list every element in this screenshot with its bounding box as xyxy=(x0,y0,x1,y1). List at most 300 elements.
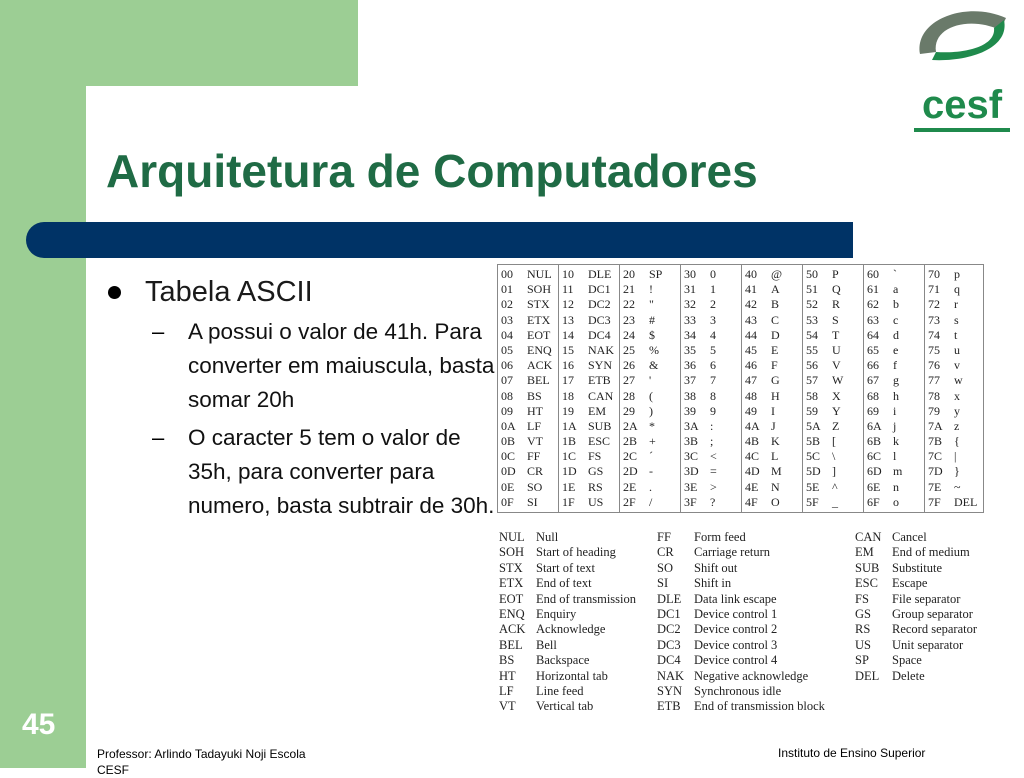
ascii-entry xyxy=(684,404,738,419)
ascii-char: DC1 xyxy=(588,282,611,297)
ascii-hex: 36 xyxy=(684,358,696,373)
legend-entry xyxy=(657,699,825,714)
ascii-hex: 5B xyxy=(806,434,821,449)
ascii-entry xyxy=(745,267,799,282)
ascii-hex: 12 xyxy=(562,297,574,312)
ascii-char: NUL xyxy=(527,267,552,281)
ascii-hex: 34 xyxy=(684,327,696,342)
ascii-hex: 30 xyxy=(684,267,696,281)
ascii-entry xyxy=(562,480,616,495)
legend-meaning: Shift out xyxy=(694,560,738,575)
legend-entry xyxy=(855,622,977,637)
legend-abbrev: US xyxy=(855,637,871,652)
ascii-hex: 09 xyxy=(501,403,513,418)
ascii-hex: 4F xyxy=(745,494,758,509)
ascii-hex: 06 xyxy=(501,358,513,373)
ascii-hex: 4C xyxy=(745,449,760,464)
ascii-char: ! xyxy=(649,282,653,297)
ascii-char: @ xyxy=(771,267,783,281)
ascii-char: ) xyxy=(649,403,653,418)
ascii-char: c xyxy=(893,312,899,327)
legend-abbrev: SO xyxy=(657,560,673,575)
ascii-entry xyxy=(501,449,555,464)
legend-abbrev: ESC xyxy=(855,576,878,591)
ascii-entry xyxy=(745,480,799,495)
legend-abbrev: SOH xyxy=(499,545,525,560)
ascii-char: } xyxy=(954,464,960,479)
ascii-char: STX xyxy=(527,297,550,312)
ascii-hex: 45 xyxy=(745,342,757,357)
ascii-char: L xyxy=(771,449,779,464)
ascii-hex: 57 xyxy=(806,373,818,388)
ascii-entry xyxy=(867,297,921,312)
ascii-char: k xyxy=(893,434,899,449)
ascii-hex: 15 xyxy=(562,342,574,357)
ascii-char: # xyxy=(649,312,655,327)
ascii-entry xyxy=(928,419,980,434)
ascii-hex: 6E xyxy=(867,479,881,494)
legend-meaning: Negative acknowledge xyxy=(694,668,809,683)
ascii-char: ACK xyxy=(527,358,553,373)
ascii-entry xyxy=(501,297,555,312)
ascii-hex: 71 xyxy=(928,282,940,297)
legend-meaning: Start of heading xyxy=(536,545,616,560)
ascii-char: SOH xyxy=(527,282,552,297)
ascii-entry xyxy=(501,434,555,449)
legend-abbrev: BEL xyxy=(499,637,523,652)
ascii-char: s xyxy=(954,312,959,327)
ascii-hex: 62 xyxy=(867,297,879,312)
ascii-hex: 04 xyxy=(501,327,513,342)
ascii-entry xyxy=(928,297,980,312)
ascii-hex: 2D xyxy=(623,464,638,479)
ascii-entry xyxy=(806,373,860,388)
svg-text:cesf: cesf xyxy=(921,83,1003,127)
ascii-char: LF xyxy=(527,418,542,433)
legend-abbrev: NAK xyxy=(657,668,685,683)
legend-abbrev: STX xyxy=(499,560,523,575)
ascii-char: p xyxy=(954,267,960,281)
ascii-entry xyxy=(501,404,555,419)
ascii-hex: 2A xyxy=(623,418,638,433)
ascii-hex: 23 xyxy=(623,312,635,327)
ascii-char: T xyxy=(832,327,840,342)
ascii-hex: 51 xyxy=(806,282,818,297)
ascii-char: VT xyxy=(527,434,543,449)
legend-meaning: Line feed xyxy=(536,683,584,698)
ascii-hex: 38 xyxy=(684,388,696,403)
ascii-char: a xyxy=(893,282,899,297)
ascii-entry xyxy=(806,480,860,495)
ascii-hex: 46 xyxy=(745,358,757,373)
ascii-char: 9 xyxy=(710,403,716,418)
ascii-hex: 5D xyxy=(806,464,821,479)
ascii-entry xyxy=(623,328,677,343)
ascii-entry xyxy=(562,419,616,434)
ascii-char: I xyxy=(771,403,775,418)
ascii-char: 5 xyxy=(710,342,716,357)
legend-entry xyxy=(855,638,977,653)
ascii-char: o xyxy=(893,494,899,509)
bullet-dot-icon xyxy=(108,286,121,299)
ascii-hex: 0D xyxy=(501,464,516,479)
legend-meaning: Data link escape xyxy=(694,591,777,606)
legend-entry xyxy=(499,653,636,668)
ascii-column xyxy=(559,265,620,513)
ascii-hex: 64 xyxy=(867,327,879,342)
legend-meaning: End of transmission xyxy=(536,591,636,606)
ascii-entry xyxy=(684,267,738,282)
footer-author: Professor: Arlindo Tadayuki Noji Escola CESF xyxy=(97,747,306,777)
ascii-hex: 0F xyxy=(501,494,514,509)
ascii-entry xyxy=(745,464,799,479)
legend-meaning: Group separator xyxy=(892,606,973,621)
ascii-char: v xyxy=(954,358,960,373)
ascii-entry xyxy=(562,343,616,358)
ascii-char: n xyxy=(893,479,899,494)
legend-meaning: Record separator xyxy=(892,622,978,637)
legend-abbrev: DEL xyxy=(855,668,880,683)
ascii-char: Y xyxy=(832,403,841,418)
ascii-char: b xyxy=(893,297,899,312)
ascii-char: ENQ xyxy=(527,342,552,357)
ascii-char: h xyxy=(893,388,899,403)
ascii-hex: 0C xyxy=(501,449,516,464)
ascii-entry xyxy=(684,313,738,328)
ascii-entry xyxy=(745,282,799,297)
ascii-entry xyxy=(562,328,616,343)
ascii-entry xyxy=(928,389,980,404)
ascii-column xyxy=(803,265,864,513)
ascii-hex: 69 xyxy=(867,403,879,418)
ascii-char: SUB xyxy=(588,418,612,433)
ascii-char: DC4 xyxy=(588,327,611,342)
legend-abbrev: CAN xyxy=(855,530,882,544)
ascii-column xyxy=(498,265,559,513)
legend-abbrev: CR xyxy=(657,545,674,560)
ascii-char: SI xyxy=(527,494,538,509)
ascii-hex: 08 xyxy=(501,388,513,403)
ascii-char: % xyxy=(649,342,659,357)
dash-icon: – xyxy=(152,319,165,344)
legend-abbrev: HT xyxy=(499,668,516,683)
ascii-hex: 1A xyxy=(562,418,577,433)
legend-abbrev: ETX xyxy=(499,576,524,591)
legend-meaning: Backspace xyxy=(536,653,590,668)
legend-meaning: Vertical tab xyxy=(536,699,594,714)
ascii-hex: 6A xyxy=(867,418,882,433)
ascii-entry xyxy=(684,297,738,312)
ascii-char: O xyxy=(771,494,780,509)
ascii-char: SO xyxy=(527,479,543,494)
ascii-hex: 3C xyxy=(684,449,699,464)
slide-title: Arquitetura de Computadores xyxy=(106,145,758,197)
ascii-hex: 1D xyxy=(562,464,577,479)
legend-abbrev: SUB xyxy=(855,560,880,575)
legend-entry xyxy=(657,638,825,653)
legend-meaning: Delete xyxy=(892,668,925,683)
ascii-char: 8 xyxy=(710,388,716,403)
legend-entry xyxy=(855,607,977,622)
ascii-entry xyxy=(928,343,980,358)
ascii-entry xyxy=(928,404,980,419)
legend-entry xyxy=(855,669,977,684)
legend-meaning: Device control 1 xyxy=(694,606,778,621)
ascii-char: ` xyxy=(893,267,897,281)
ascii-char: RS xyxy=(588,479,603,494)
ascii-hex: 52 xyxy=(806,297,818,312)
ascii-hex: 68 xyxy=(867,388,879,403)
ascii-entry xyxy=(684,282,738,297)
legend-entry xyxy=(499,576,636,591)
ascii-entry xyxy=(867,328,921,343)
ascii-hex: 2F xyxy=(623,494,636,509)
ascii-char: u xyxy=(954,342,960,357)
legend-abbrev: ENQ xyxy=(499,606,525,621)
ascii-char: 1 xyxy=(710,282,716,297)
ascii-char: _ xyxy=(832,494,838,509)
ascii-entry xyxy=(623,358,677,373)
ascii-entry xyxy=(867,449,921,464)
ascii-entry xyxy=(928,313,980,328)
ascii-entry xyxy=(806,328,860,343)
ascii-char: > xyxy=(710,479,717,494)
ascii-char: . xyxy=(649,479,652,494)
ascii-char: BEL xyxy=(527,373,550,388)
legend-meaning: Bell xyxy=(536,637,557,652)
ascii-hex: 32 xyxy=(684,297,696,312)
ascii-char: + xyxy=(649,434,656,449)
ascii-entry xyxy=(806,464,860,479)
ascii-entry xyxy=(806,389,860,404)
ascii-char: / xyxy=(649,494,653,509)
legend-column xyxy=(499,530,636,715)
legend-entry xyxy=(657,576,825,591)
sub-bullet-text: A possui o valor de 41h. Para converter em maiuscula, basta somar 20h xyxy=(188,319,495,412)
ascii-entry xyxy=(501,282,555,297)
ascii-hex: 76 xyxy=(928,358,940,373)
ascii-char: ~ xyxy=(954,479,961,494)
ascii-hex: 73 xyxy=(928,312,940,327)
legend-abbrev: DC4 xyxy=(657,653,681,668)
ascii-hex: 66 xyxy=(867,358,879,373)
ascii-hex: 55 xyxy=(806,342,818,357)
ascii-entry xyxy=(684,449,738,464)
ascii-char: 7 xyxy=(710,373,716,388)
ascii-entry xyxy=(867,434,921,449)
ascii-entry xyxy=(806,495,860,510)
legend-entry xyxy=(499,684,636,699)
legend-entry xyxy=(855,561,977,576)
ascii-entry xyxy=(928,358,980,373)
ascii-entry xyxy=(623,343,677,358)
ascii-hex: 26 xyxy=(623,358,635,373)
ascii-hex: 47 xyxy=(745,373,757,388)
ascii-char: CR xyxy=(527,464,544,479)
ascii-hex: 3D xyxy=(684,464,699,479)
ascii-char: S xyxy=(832,312,839,327)
bullet-text: Tabela ASCII xyxy=(145,276,313,308)
ascii-char: m xyxy=(893,464,903,479)
ascii-char: U xyxy=(832,342,841,357)
ascii-entry xyxy=(867,343,921,358)
legend-meaning: Acknowledge xyxy=(536,622,606,637)
ascii-char: = xyxy=(710,464,717,479)
ascii-hex: 42 xyxy=(745,297,757,312)
ascii-hex: 37 xyxy=(684,373,696,388)
legend-entry xyxy=(657,607,825,622)
ascii-entry xyxy=(562,297,616,312)
ascii-entry xyxy=(867,282,921,297)
ascii-char: y xyxy=(954,403,960,418)
legend-column xyxy=(657,530,825,715)
ascii-char: FS xyxy=(588,449,602,464)
ascii-char: 3 xyxy=(710,312,716,327)
sub-bullet-item xyxy=(152,421,498,523)
legend-abbrev: NUL xyxy=(499,530,525,544)
ascii-char: H xyxy=(771,388,780,403)
ascii-entry xyxy=(623,389,677,404)
legend-entry xyxy=(499,699,636,714)
ascii-char: ' xyxy=(649,373,652,388)
ascii-hex: 0B xyxy=(501,434,516,449)
ascii-entry xyxy=(501,358,555,373)
ascii-entry xyxy=(867,419,921,434)
ascii-entry xyxy=(745,389,799,404)
ascii-hex: 25 xyxy=(623,342,635,357)
ascii-entry xyxy=(928,282,980,297)
ascii-entry xyxy=(928,480,980,495)
ascii-char: R xyxy=(832,297,841,312)
ascii-hex: 6F xyxy=(867,494,880,509)
legend-entry xyxy=(499,545,636,560)
ascii-char: P xyxy=(832,267,839,281)
ascii-entry xyxy=(745,343,799,358)
legend-entry xyxy=(855,545,977,560)
legend-abbrev: DC2 xyxy=(657,622,681,637)
ascii-entry xyxy=(745,313,799,328)
ascii-hex: 7F xyxy=(928,494,941,509)
ascii-char: DC2 xyxy=(588,297,611,312)
ascii-hex: 17 xyxy=(562,373,574,388)
ascii-char: D xyxy=(771,327,780,342)
ascii-hex: 58 xyxy=(806,388,818,403)
ascii-char: : xyxy=(710,418,714,433)
ascii-entry xyxy=(928,495,980,510)
ascii-hex: 05 xyxy=(501,342,513,357)
ascii-entry xyxy=(806,419,860,434)
legend-entry xyxy=(855,592,977,607)
ascii-hex: 6B xyxy=(867,434,882,449)
green-top-band xyxy=(0,0,358,86)
ascii-hex: 10 xyxy=(562,267,574,281)
ascii-entry xyxy=(684,343,738,358)
ascii-char: & xyxy=(649,358,659,373)
ascii-hex: 3A xyxy=(684,418,699,433)
ascii-char: | xyxy=(954,449,957,464)
ascii-table-row xyxy=(498,265,984,513)
ascii-hex: 28 xyxy=(623,388,635,403)
ascii-hex: 70 xyxy=(928,267,940,281)
ascii-entry xyxy=(867,313,921,328)
ascii-char: DC3 xyxy=(588,312,611,327)
ascii-entry xyxy=(684,373,738,388)
ascii-char: g xyxy=(893,373,899,388)
ascii-hex: 53 xyxy=(806,312,818,327)
ascii-hex: 5C xyxy=(806,449,821,464)
legend-entry xyxy=(855,530,977,545)
ascii-hex: 63 xyxy=(867,312,879,327)
ascii-entry xyxy=(562,434,616,449)
ascii-char: ] xyxy=(832,464,836,479)
ascii-hex: 07 xyxy=(501,373,513,388)
ascii-hex: 49 xyxy=(745,403,757,418)
ascii-hex: 00 xyxy=(501,267,513,281)
legend-entry xyxy=(657,622,825,637)
ascii-char: w xyxy=(954,373,963,388)
ascii-hex: 11 xyxy=(562,282,574,297)
ascii-hex: 75 xyxy=(928,342,940,357)
ascii-char: ETX xyxy=(527,312,551,327)
ascii-hex: 56 xyxy=(806,358,818,373)
ascii-hex: 39 xyxy=(684,403,696,418)
legend-abbrev: SI xyxy=(657,576,669,591)
ascii-entry xyxy=(562,358,616,373)
ascii-entry xyxy=(623,282,677,297)
ascii-hex: 5A xyxy=(806,418,821,433)
ascii-entry xyxy=(867,464,921,479)
legend-abbrev: ACK xyxy=(499,622,526,637)
ascii-entry xyxy=(562,389,616,404)
ascii-char: ^ xyxy=(832,479,838,494)
ascii-hex: 21 xyxy=(623,282,635,297)
ascii-hex: 7C xyxy=(928,449,943,464)
ascii-char: J xyxy=(771,418,776,433)
ascii-hex: 4A xyxy=(745,418,760,433)
ascii-entry xyxy=(562,449,616,464)
ascii-hex: 77 xyxy=(928,373,940,388)
ascii-hex: 7A xyxy=(928,418,943,433)
ascii-column xyxy=(864,265,925,513)
ascii-entry xyxy=(806,358,860,373)
ascii-char: G xyxy=(771,373,780,388)
legend-meaning: Escape xyxy=(892,576,928,591)
legend-abbrev: GS xyxy=(855,606,871,621)
ascii-column xyxy=(925,265,984,513)
ascii-hex: 41 xyxy=(745,282,757,297)
ascii-entry xyxy=(806,297,860,312)
sub-bullet-text: O caracter 5 tem o valor de 35h, para converter para numero, basta subtrair de 30h. xyxy=(188,425,495,518)
ascii-hex: 4E xyxy=(745,479,759,494)
ascii-char: E xyxy=(771,342,779,357)
ascii-char: 4 xyxy=(710,327,716,342)
legend-entry xyxy=(499,561,636,576)
ascii-hex: 18 xyxy=(562,388,574,403)
ascii-hex: 6D xyxy=(867,464,882,479)
ascii-char: f xyxy=(893,358,897,373)
footer-institution: Instituto de Ensino Superior xyxy=(778,746,926,760)
legend-meaning: Device control 2 xyxy=(694,622,778,637)
ascii-hex: 48 xyxy=(745,388,757,403)
ascii-entry xyxy=(806,267,860,282)
ascii-char: z xyxy=(954,418,960,433)
ascii-entry xyxy=(684,389,738,404)
legend-entry xyxy=(499,592,636,607)
legend-entry xyxy=(499,530,636,545)
ascii-hex: 1B xyxy=(562,434,577,449)
ascii-entry xyxy=(806,434,860,449)
ascii-entry xyxy=(623,480,677,495)
